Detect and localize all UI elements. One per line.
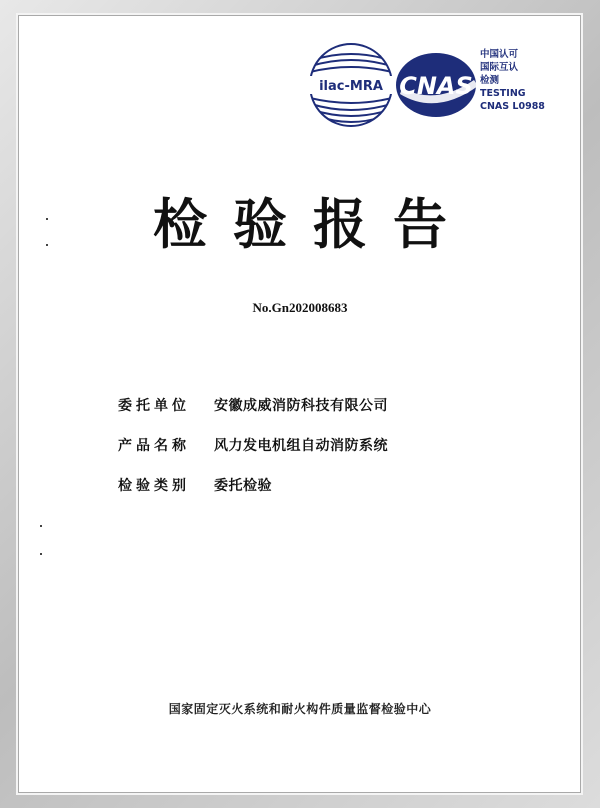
info-label: 产品名称 — [118, 438, 190, 454]
scan-mark — [40, 525, 42, 527]
info-value: 风力发电机组自动消防系统 — [214, 438, 388, 454]
cnas-logo-text: CNAS — [399, 72, 473, 100]
cnas-logo — [392, 50, 480, 120]
cnas-line: CNAS L0988 — [480, 101, 545, 112]
info-value: 委托检验 — [214, 478, 272, 494]
scan-mark — [46, 244, 48, 246]
info-row-client — [118, 385, 388, 425]
issuing-organization: 国家固定灭火系统和耐火构件质量监督检验中心 — [168, 702, 432, 716]
info-label: 委托单位 — [118, 398, 190, 414]
info-row-product — [118, 425, 388, 465]
info-label: 检验类别 — [118, 478, 190, 494]
ilac-logo-text: ilac-MRA — [319, 79, 383, 94]
info-row-category — [118, 465, 388, 505]
cnas-line: 国际互认 — [480, 62, 519, 73]
cnas-line: TESTING — [480, 88, 526, 99]
scan-mark — [46, 218, 48, 220]
info-value: 安徽成威消防科技有限公司 — [214, 398, 388, 414]
cnas-line: 中国认可 — [480, 49, 519, 60]
cnas-accreditation-text — [480, 48, 560, 113]
ilac-mra-logo — [308, 42, 394, 128]
report-title: 检验报告 — [153, 193, 473, 256]
report-number: No.Gn202008683 — [252, 300, 348, 315]
report-info — [118, 385, 388, 505]
cnas-line: 检测 — [480, 75, 500, 86]
scan-mark — [40, 553, 42, 555]
